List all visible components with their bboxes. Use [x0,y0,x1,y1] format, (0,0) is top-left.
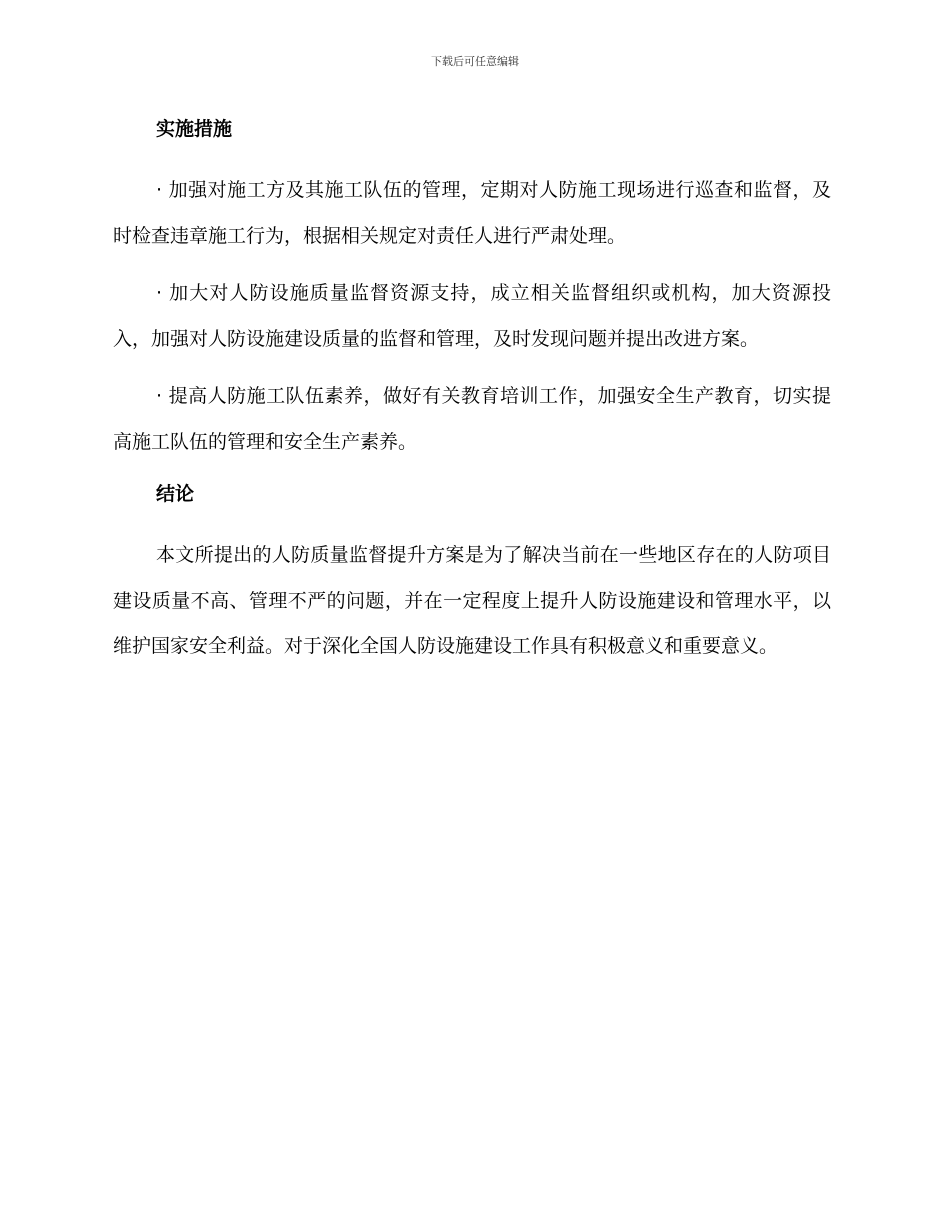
section-heading-measures: 实施措施 [156,118,233,140]
document-body [113,112,831,670]
page-header-note: 下载后可任意编辑 [431,55,519,68]
section-heading-conclusion: 结论 [156,483,195,505]
measure-item-3: · 提高人防施工队伍素养，做好有关教育培训工作，加强安全生产教育，切实提高施工队伍的管理和安全生产素养。 [113,385,831,453]
measure-item-2: · 加大对人防设施质量监督资源支持，成立相关监督组织或机构，加大资源投入，加强对人防设施建设质量的监督和管理，及时发现问题并提出改进方案。 [113,282,831,350]
measure-item-1: · 加强对施工方及其施工队伍的管理，定期对人防施工现场进行巡查和监督，及时检查违章施工行为，根据相关规定对责任人进行严肃处理。 [113,179,831,247]
conclusion-paragraph: 本文所提出的人防质量监督提升方案是为了解决当前在一些地区存在的人防项目建设质量不高、管理不严的问题，并在一定程度上提升人防设施建设和管理水平，以维护国家安全利益。对于深化全国人防设施建设工作具有积极意义和重要意义。 [113,544,831,657]
